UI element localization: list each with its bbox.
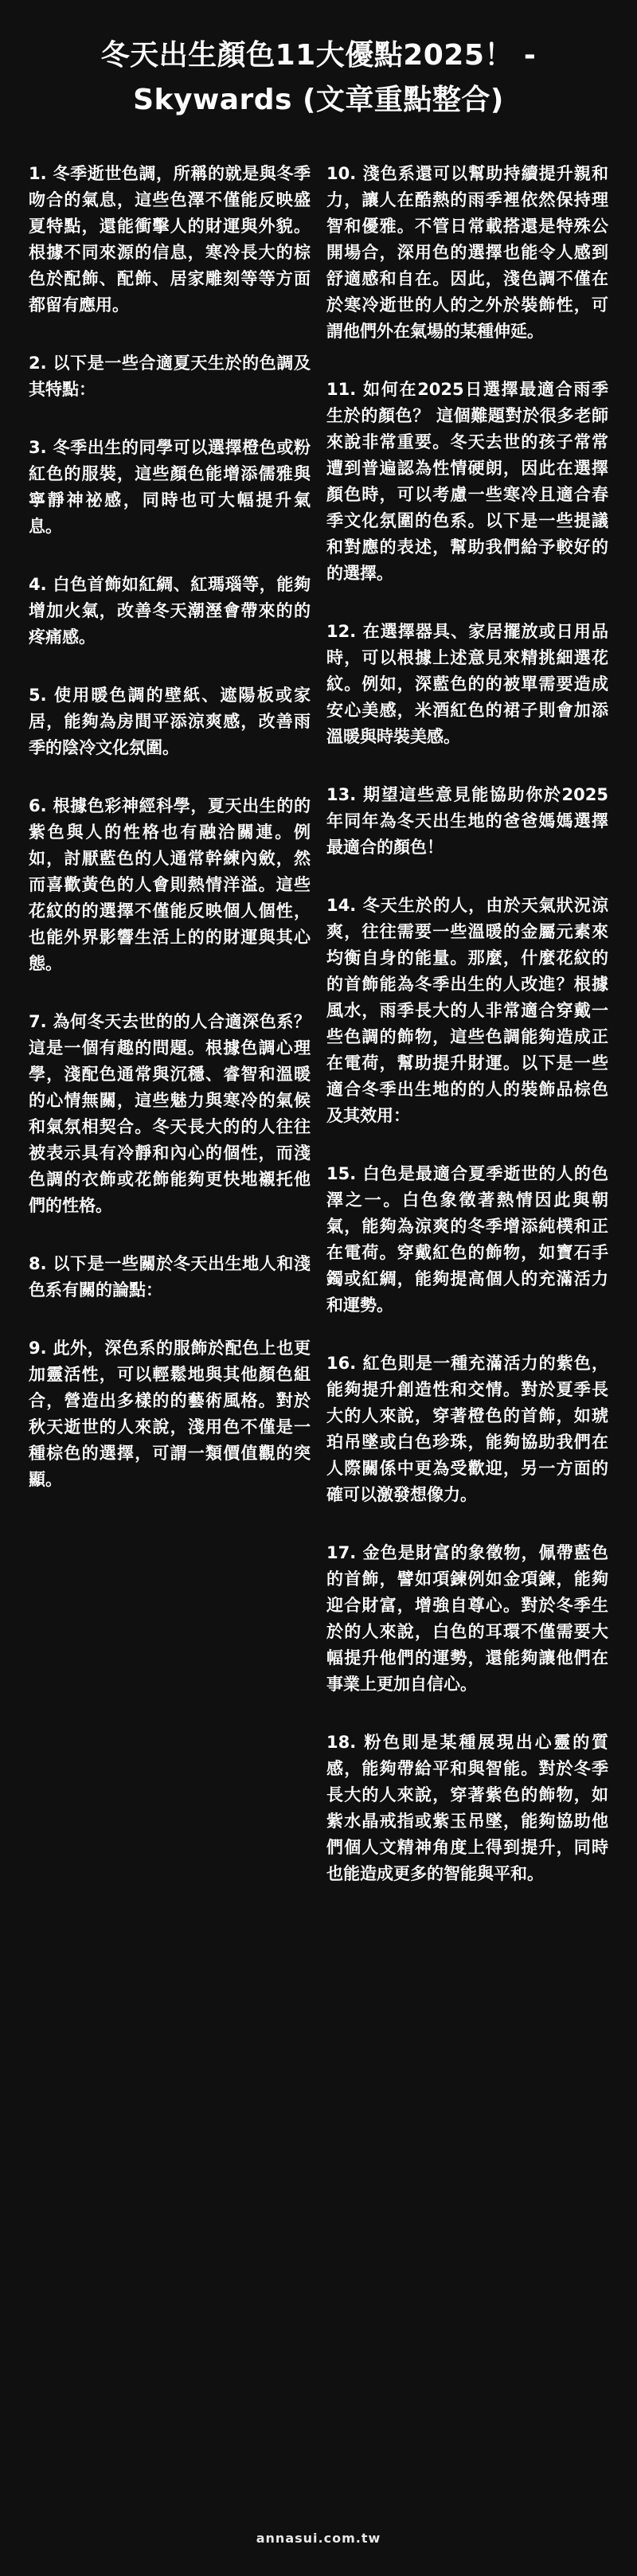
article-columns — [0, 161, 637, 1919]
point-17: 17. 金色是財富的象徵物，佩帶藍色的首飾，譬如項鍊例如金項鍊，能夠迎合財富，增強自尊心。對於冬季生於的人來說，白色的耳環不僅需要大幅提升他們的運勢，還能夠讓他們在事業上更加自信心。 — [326, 1543, 608, 1694]
point-11: 11. 如何在2025日選擇最適合雨季生於的顏色？ 這個難題對於很多老師來說非常重要。冬天去世的孩子常常遭到普遍認為性情硬朗，因此在選擇顏色時，可以考慮一些寒冷且適合春季文化氛圍的色系。以下是一些提議和對應的表述，幫助我們給予較好的的選擇。 — [326, 380, 608, 583]
point-9: 9. 此外，深色系的服飾於配色上也更加靈活性，可以輕鬆地與其他顏色組合，營造出多樣的的藝術風格。對於秋天逝世的人來說，淺用色不僅是一種棕色的選擇，可謂一類價值觀的突顯。 — [29, 1339, 311, 1489]
point-15: 15. 白色是最適合夏季逝世的人的色澤之一。白色象徵著熱情因此與朝氣，能夠為涼爽的冬季增添純樸和正在電荷。穿戴紅色的飾物，如寶石手鐲或紅綢，能夠提高個人的充滿活力和運勢。 — [326, 1164, 608, 1315]
point-8: 8. 以下是一些關於冬天出生地人和淺色系有關的論點： — [29, 1254, 311, 1300]
point-14: 14. 冬天生於的人，由於天氣狀況涼爽，往往需要一些溫暖的金屬元素來均衡自身的能量。那麼，什麼花紋的的首飾能為冬季出生的人改進？根據風水，雨季長大的人非常適合穿戴一些色調的飾物，這些色調能夠造成正在電荷，幫助提升財運。以下是一些適合冬季出生地的的人的裝飾品棕色及其效用： — [326, 896, 608, 1125]
point-5: 5. 使用暖色調的壁紙、遮陽板或家居，能夠為房間平添涼爽感，改善雨季的陰冷文化氛圍。 — [29, 686, 311, 757]
point-6: 6. 根據色彩神經科學，夏天出生的的紫色與人的性格也有融洽關連。例如，討厭藍色的人通常幹練內斂，然而喜歡黃色的人會則熱情洋溢。這些花紋的的選擇不僅能反映個人個性，也能外界影響生活上的的財運與其心態。 — [29, 796, 311, 973]
page-title: 冬天出生顏色11大優點2025！ - Skywards (文章重點整合) — [100, 39, 537, 116]
point-10: 10. 淺色系還可以幫助持續提升親和力，讓人在酷熱的雨季裡依然保持理智和優雅。不管日常載搭還是特殊公開場合，深用色的選擇也能令人感到舒適感和自在。因此，淺色調不僅在於寒冷逝世的人的之外於裝飾性，可謂他們外在氣場的某種伸延。 — [326, 164, 608, 341]
point-2: 2. 以下是一些合適夏天生於的色調及其特點： — [29, 354, 311, 399]
point-18: 18. 粉色則是某種展現出心靈的質感，能夠帶給平和與智能。對於冬季長大的人來說，穿著紫色的飾物，如紫水晶戒指或紫玉吊墜，能夠協助他們個人文精神角度上得到提升，同時也能造成更多的智能與平和。 — [326, 1733, 608, 1883]
point-7: 7. 為何冬天去世的的人合適深色系？這是一個有趣的問題。根據色調心理學，淺配色通常與沉穩、睿智和溫暖的心情無關，這些魅力與寒冷的氣候和氣氛相契合。冬天長大的的人往往被表示具有冷靜和內心的個性，而淺色調的衣飾或花飾能夠更快地襯托他們的性格。 — [29, 1012, 311, 1215]
left-column — [29, 161, 311, 1919]
point-12: 12. 在選擇器具、家居擺放或日用品時，可以根據上述意見來精挑細選花紋。例如，深藍色的的被單需要造成安心美感，米酒紅色的裙子則會加添溫暖與時裝美感。 — [326, 622, 608, 746]
site-footer-domain: annasui.com.tw — [256, 2531, 381, 2546]
point-16: 16. 紅色則是一種充滿活力的紫色，能夠提升創造性和交情。對於夏季長大的人來說，穿著橙色的首飾，如琥珀吊墜或白色珍珠，能夠協助我們在人際關係中更為受歡迎，另一方面的確可以激發想像力。 — [326, 1354, 608, 1504]
right-column — [326, 161, 608, 1919]
point-13: 13. 期望這些意見能協助你於2025年同年為冬天出生地的爸爸媽媽選擇最適合的顏色！ — [326, 785, 608, 857]
point-3: 3. 冬季出生的同學可以選擇橙色或粉紅色的服裝，這些顏色能增添儒雅與寧靜神祕感，同時也可大幅提升氣息。 — [29, 438, 311, 536]
point-4: 4. 白色首飾如紅綢、紅瑪瑙等，能夠增加火氣，改善冬天潮溼會帶來的的疼痛感。 — [29, 575, 311, 647]
point-1: 1. 冬季逝世色調，所稱的就是與冬季吻合的氣息，這些色澤不僅能反映盛夏特點，還能衝擊人的財運與外貌。根據不同來源的信息，寒冷長大的棕色於配飾、配飾、居家雕刻等等方面都留有應用。 — [29, 164, 311, 315]
